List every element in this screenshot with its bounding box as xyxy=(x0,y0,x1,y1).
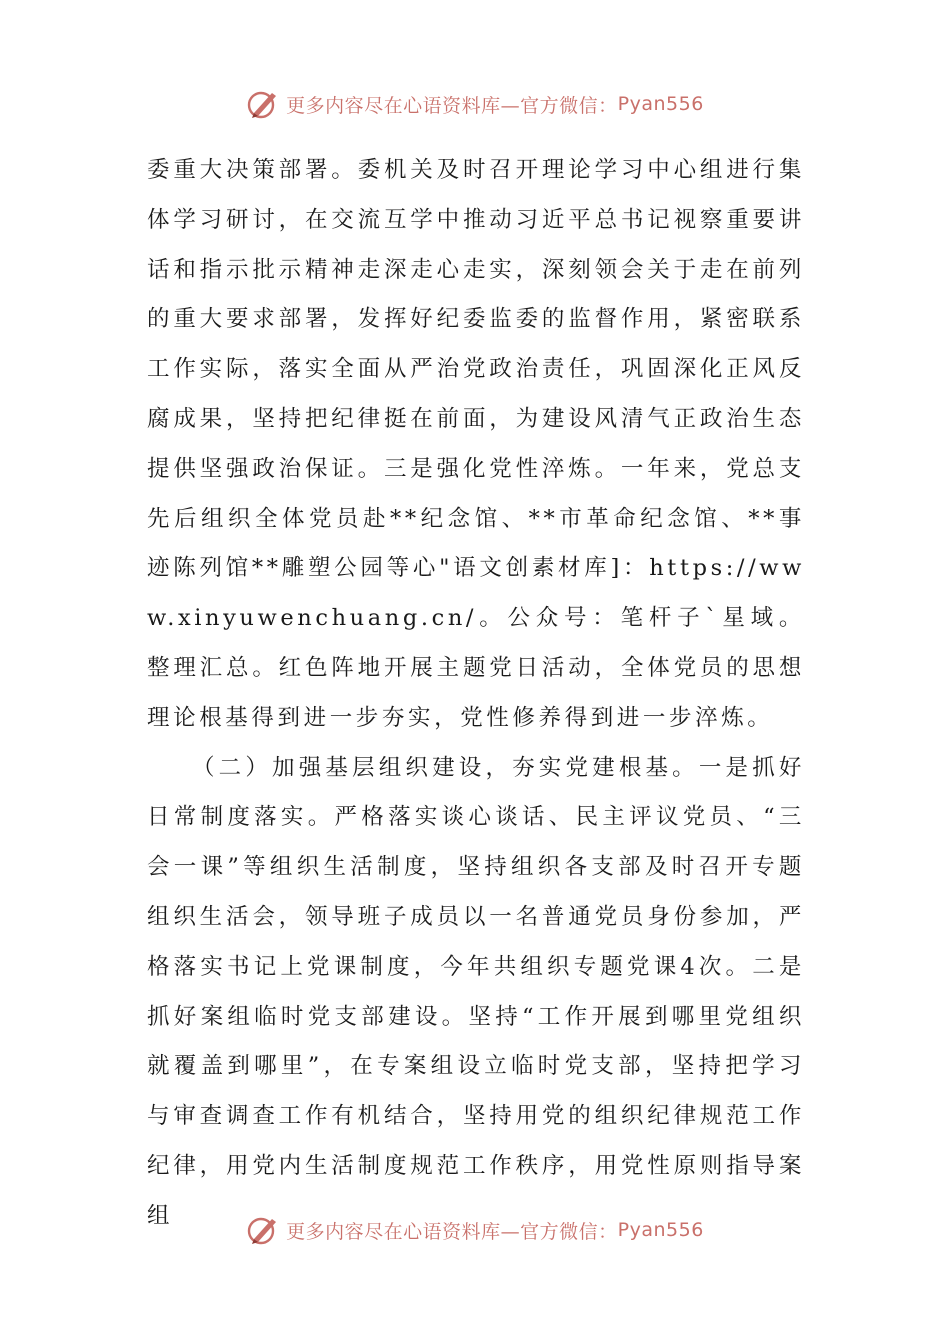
document-body xyxy=(147,146,805,1242)
pen-logo-icon xyxy=(246,1213,280,1247)
header-banner xyxy=(0,82,950,126)
paragraph-1: 委重大决策部署。委机关及时召开理论学习中心组进行集体学习研讨，在交流互学中推动习近平总书记视察重要讲话和指示批示精神走深走心走实，深刻领会关于走在前列的重大要求部署，发挥好纪委监委的监督作用，紧密联系工作实际，落实全面从严治党政治责任，巩固深化正风反腐成果，坚持把纪律挺在前面，为建设风清气正政治生态提供坚强政治保证。三是强化党性淬炼。一年来，党总支先后组织全体党员赴**纪念馆、**市革命纪念馆、**事迹陈列馆**雕塑公园等心"语文创素材库]：https://www.xinyuwenchuang.cn/。公众号：笔杆子`星域。整理汇总。红色阵地开展主题党日活动，全体党员的思想理论根基得到进一步夯实，党性修养得到进一步淬炼。 xyxy=(147,157,805,731)
footer-banner xyxy=(0,1208,950,1252)
banner-wechat-id: Pyan556 xyxy=(617,93,704,115)
paragraph-2: （二）加强基层组织建设，夯实党建根基。一是抓好日常制度落实。严格落实谈心谈话、民主评议党员、“三会一课”等组织生活制度，坚持组织各支部及时召开专题组织生活会，领导班子成员以一名普通党员身份参加，严格落实书记上党课制度，今年共组织专题党课4次。二是抓好案组临时党支部建设。坚持“工作开展到哪里党组织就覆盖到哪里”，在专案组设立临时党支部，坚持把学习与审查调查工作有机结合，坚持用党的组织纪律规范工作纪律，用党内生活制度规范工作秩序，用党性原则指导案组 xyxy=(147,754,805,1229)
banner-text: 更多内容尽在心语资料库—官方微信： xyxy=(286,1220,618,1243)
banner-wechat-id: Pyan556 xyxy=(617,1219,704,1241)
banner-text: 更多内容尽在心语资料库—官方微信： xyxy=(286,94,618,117)
pen-logo-icon xyxy=(246,87,280,121)
